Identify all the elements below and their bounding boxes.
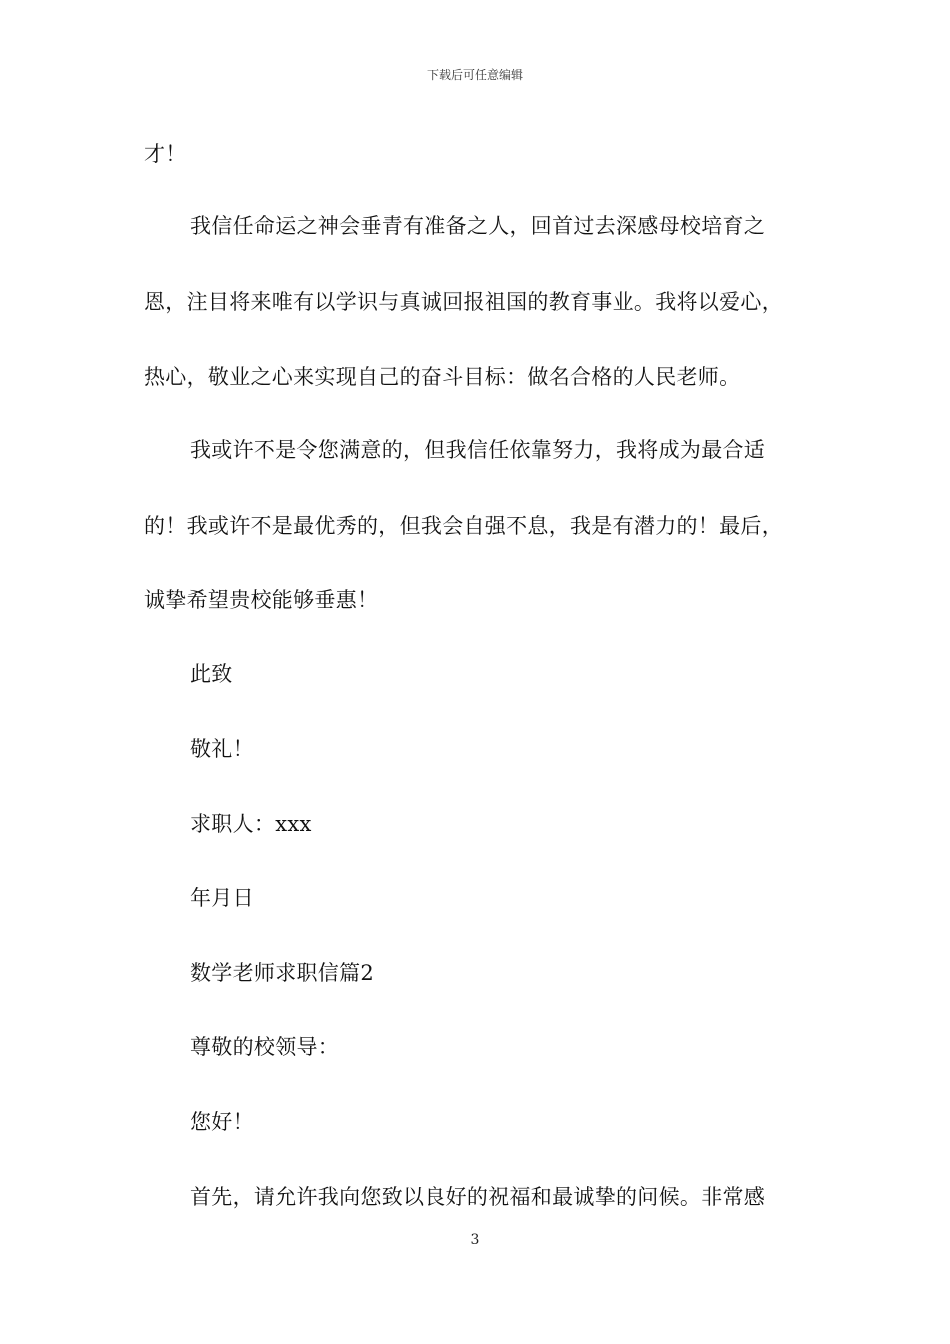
text-line-13: 尊敬的校领导： — [190, 1035, 340, 1059]
page-number: 3 — [470, 1232, 480, 1248]
text-line-6: 的！我或许不是最优秀的，但我会自强不息，我是有潜力的！最后， — [144, 514, 783, 538]
page-header: 下载后可任意编辑 — [426, 68, 523, 82]
text-line-5: 我或许不是令您满意的，但我信任依靠努力，我将成为最合适 — [190, 438, 766, 462]
text-line-7: 诚挚希望贵校能够垂惠！ — [144, 588, 379, 612]
text-line-4: 热心，敬业之心来实现自己的奋斗目标：做名合格的人民老师。 — [144, 365, 741, 389]
text-line-9: 敬礼！ — [190, 737, 254, 761]
text-line-2: 我信任命运之神会垂青有准备之人，回首过去深感母校培育之 — [190, 214, 766, 238]
text-line-11: 年月日 — [190, 886, 254, 910]
text-line-14: 您好！ — [190, 1110, 254, 1134]
text-line-12: 数学老师求职信篇2 — [190, 961, 375, 985]
text-line-10: 求职人：xxx — [190, 812, 312, 836]
text-line-3: 恩，注目将来唯有以学识与真诚回报祖国的教育事业。我将以爱心， — [144, 290, 783, 314]
text-line-15: 首先，请允许我向您致以良好的祝福和最诚挚的问候。非常感 — [190, 1185, 766, 1209]
text-line-8: 此致 — [190, 662, 233, 686]
text-line-1: 才！ — [144, 142, 187, 166]
